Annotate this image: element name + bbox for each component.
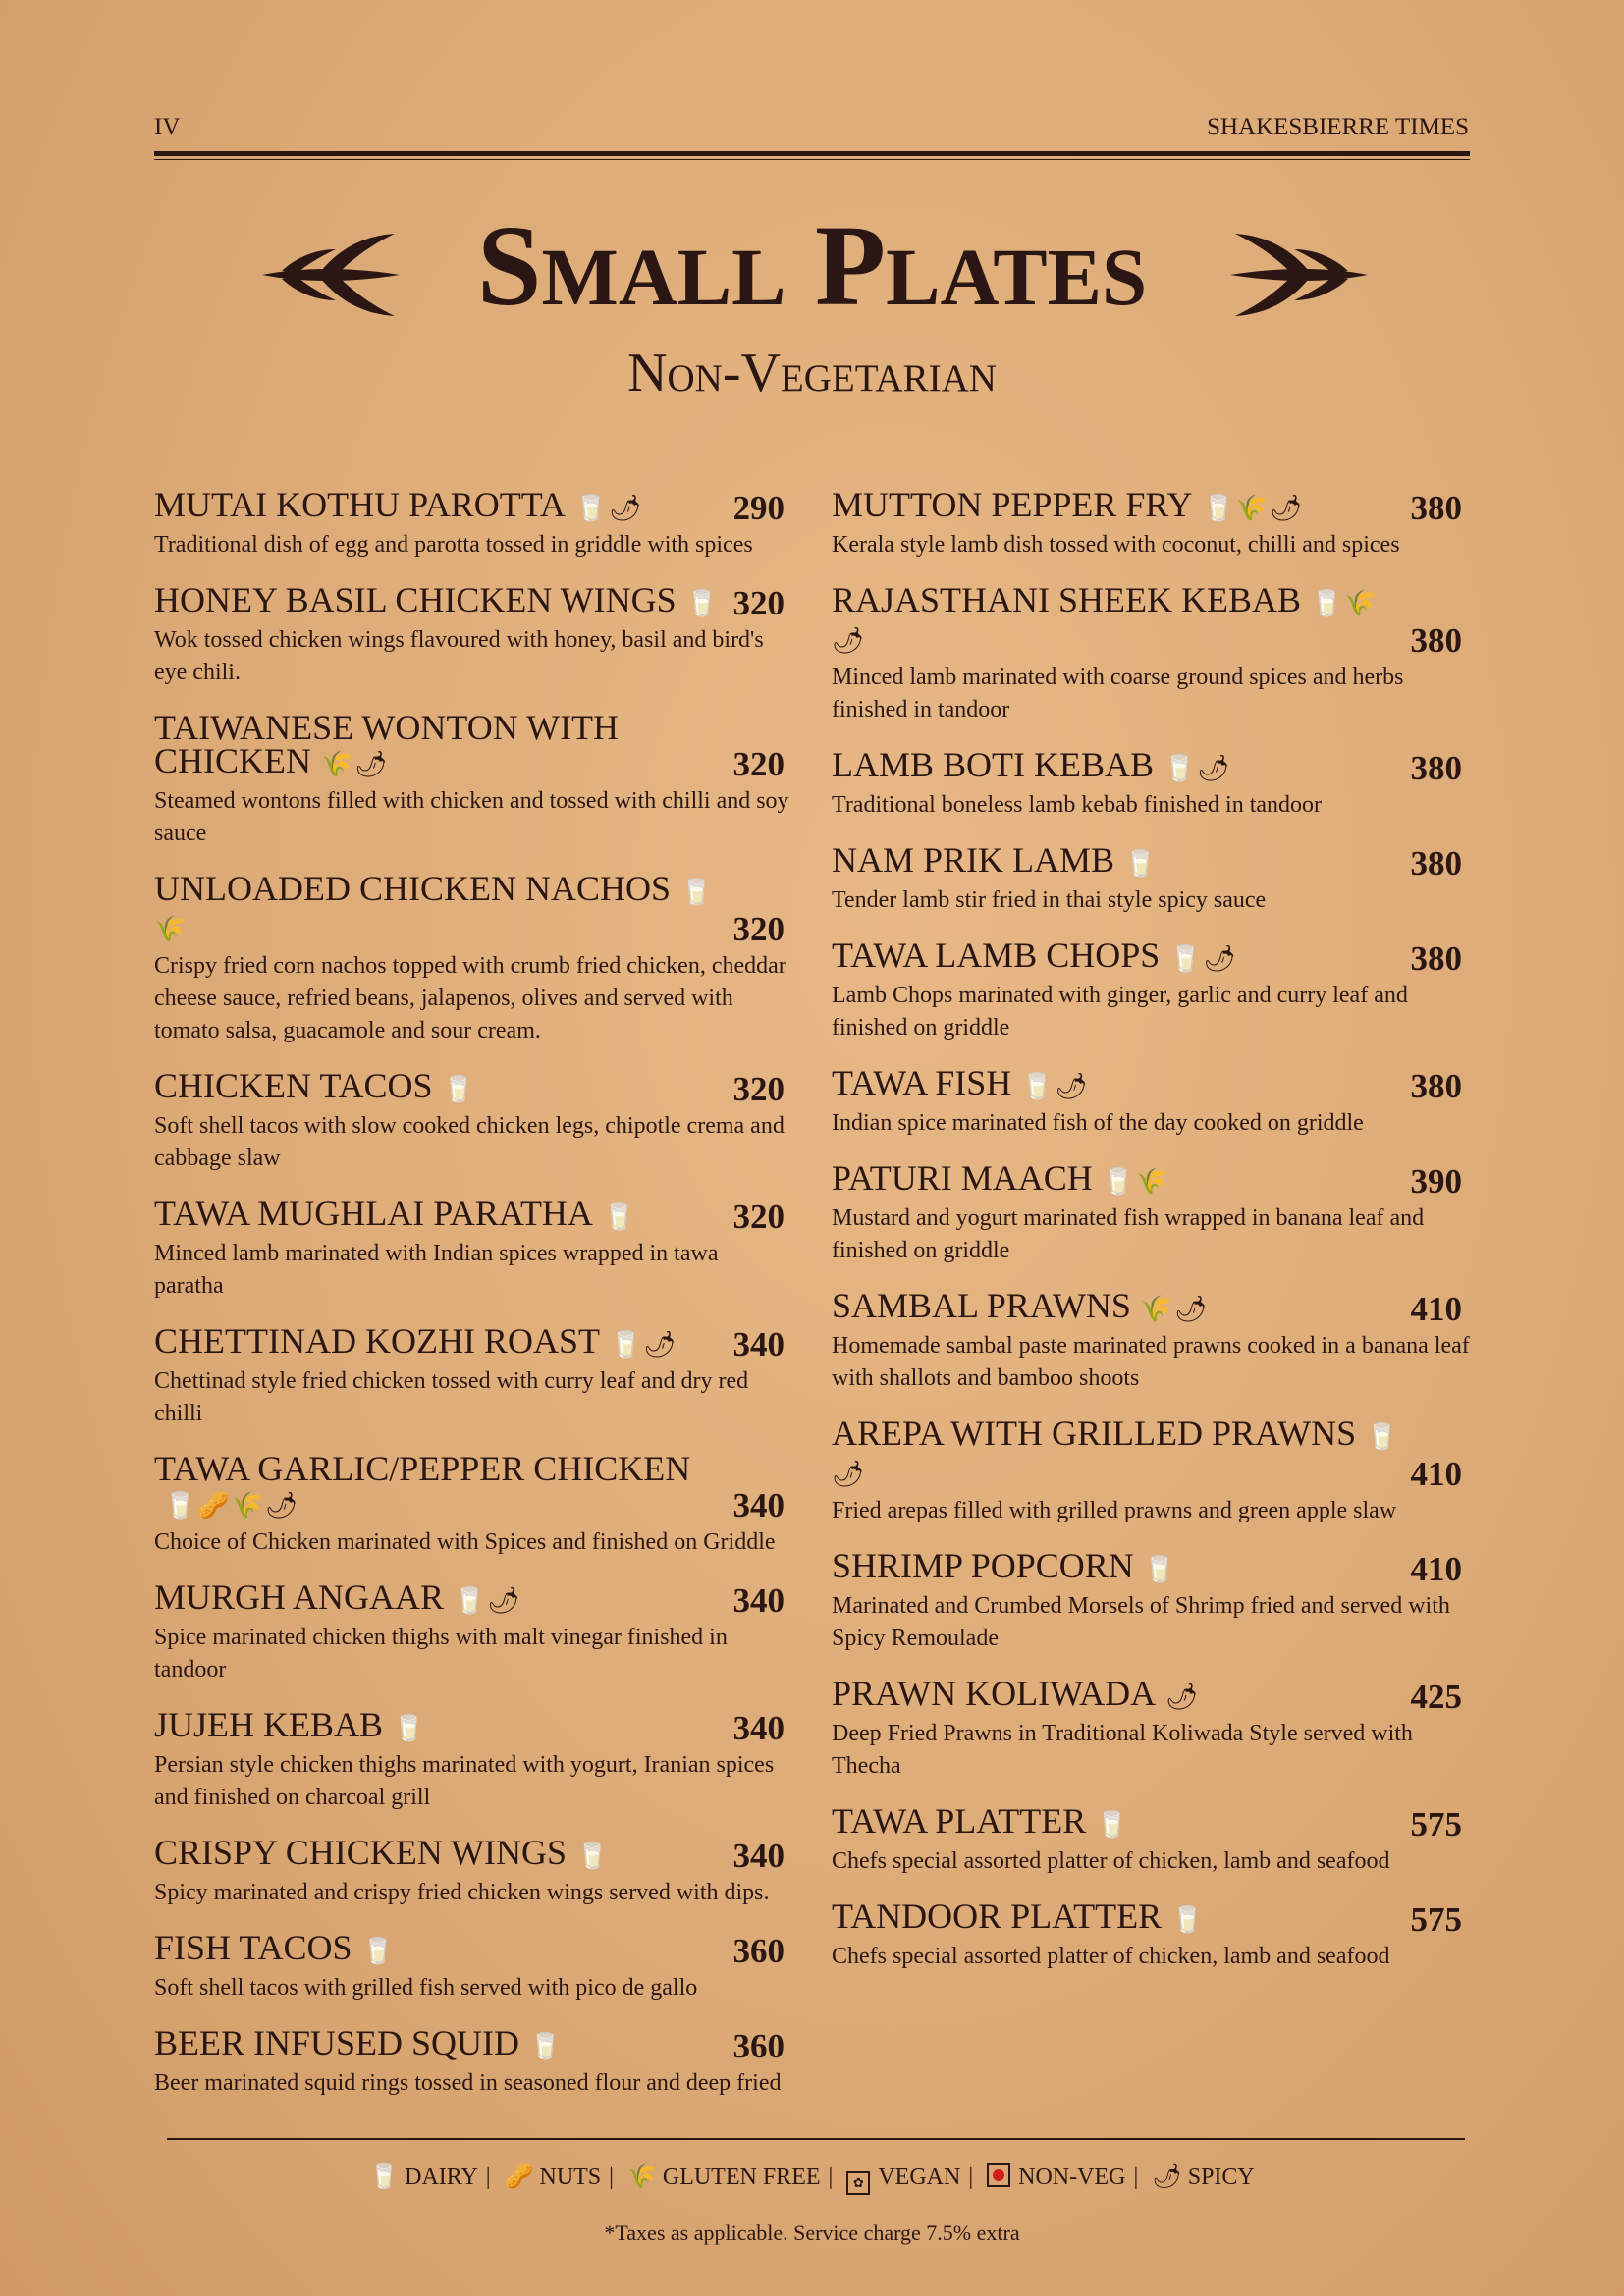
- menu-item: [832, 840, 1470, 917]
- menu-item-description: Mustard and yogurt marinated fish wrapped in banana leaf and finished on griddle: [832, 1205, 1425, 1263]
- menu-item-name: TAWA LAMB CHOPS: [832, 935, 1161, 975]
- page-title: Small Plates: [476, 201, 1148, 330]
- menu-item-description: Minced lamb marinated with coarse ground spices and herbs finished in tandoor: [832, 665, 1404, 722]
- menu-item-price: 410: [1410, 1290, 1462, 1328]
- menu-item-price: 340: [732, 1709, 785, 1747]
- menu-item-description: Traditional boneless lamb kebab finished in tandoor: [832, 792, 1323, 818]
- menu-item-name: CHICKEN TACOS: [154, 1066, 433, 1105]
- dietary-icons: 🥛🌶: [1021, 1072, 1090, 1100]
- dietary-icons: 🥛: [393, 1714, 427, 1742]
- menu-item-price: 360: [732, 1932, 785, 1970]
- menu-item-header: [832, 840, 1470, 882]
- menu-item-price: 380: [1410, 939, 1462, 978]
- menu-item: [154, 1066, 792, 1175]
- menu-item-name: TAWA PLATTER: [832, 1801, 1087, 1841]
- menu-item-price: 575: [1410, 1805, 1462, 1843]
- menu-item-description: Spicy marinated and crispy fried chicken wings served with dips.: [154, 1880, 770, 1905]
- menu-item-title: [154, 1194, 637, 1234]
- dietary-icons: 🥛🌾🌶: [832, 589, 1379, 655]
- menu-item-title: [154, 1449, 733, 1522]
- menu-item-name: BEER INFUSED SQUID: [154, 2023, 520, 2062]
- menu-item-name: TAWA MUGHLAI PARATHA: [154, 1194, 593, 1233]
- dietary-icons: 🌾🌶: [1140, 1295, 1210, 1323]
- menu-item-price: 380: [1410, 489, 1462, 527]
- menu-item-name: CHETTINAD KOZHI ROAST: [154, 1321, 600, 1361]
- menu-item: [832, 580, 1470, 726]
- menu-item-header: [154, 1928, 792, 1970]
- menu-item-name: HONEY BASIL CHICKEN WINGS: [154, 580, 677, 619]
- menu-item: [832, 1801, 1470, 1878]
- dietary-icons: 🥛🌾🌶: [1202, 494, 1305, 522]
- menu-item-price: 340: [732, 1486, 785, 1524]
- menu-item-description: Spice marinated chicken thighs with malt vinegar finished in tandoor: [154, 1625, 728, 1682]
- dietary-icons: 🥛🌶: [832, 1422, 1400, 1488]
- menu-item-description: Wok tossed chicken wings flavoured with honey, basil and bird's eye chili.: [154, 627, 764, 685]
- footer-rule: [167, 2138, 1465, 2140]
- menu-item: [832, 1158, 1470, 1267]
- legend-spicy: SPICY: [1187, 2164, 1255, 2190]
- menu-item-price: 410: [1410, 1550, 1462, 1588]
- menu-item-title: [832, 1674, 1201, 1714]
- menu-item-description: Lamb Chops marinated with ginger, garlic and curry leaf and finished on griddle: [832, 983, 1408, 1041]
- menu-item-name: TAWA GARLIC/PEPPER CHICKEN: [154, 1449, 691, 1488]
- menu-item-name: PATURI MAACH: [832, 1158, 1093, 1198]
- menu-item-title: [154, 708, 733, 781]
- menu-item: [154, 869, 792, 1047]
- menu-item-name: MUTTON PEPPER FRY: [832, 485, 1193, 524]
- menu-item: [154, 1705, 792, 1814]
- menu-column-left: [154, 485, 792, 2121]
- menu-item-title: [832, 1896, 1206, 1937]
- menu-item-header: [832, 1416, 1470, 1491]
- menu-item-name: SAMBAL PRAWNS: [832, 1286, 1131, 1325]
- dietary-icons: 🥛: [1171, 1905, 1206, 1934]
- menu-item-title: [154, 1066, 476, 1106]
- menu-item-name: TANDOOR PLATTER: [832, 1896, 1163, 1936]
- dietary-icons: 🥛🥜🌾🌶: [164, 1491, 300, 1520]
- menu-item-header: [154, 1194, 792, 1236]
- menu-item-header: [154, 2023, 792, 2065]
- menu-item-name: LAMB BOTI KEBAB: [832, 745, 1155, 784]
- menu-item-price: 380: [1410, 621, 1462, 660]
- menu-item-header: [832, 935, 1470, 978]
- menu-item-name: SHRIMP POPCORN: [832, 1546, 1134, 1585]
- menu-item: [154, 1449, 792, 1559]
- dietary-icons: 🥛🌶: [574, 494, 644, 522]
- menu-item-title: [154, 1705, 427, 1745]
- menu-item-description: Chefs special assorted platter of chicken, lamb and seafood: [832, 1944, 1390, 1969]
- dietary-icons: 🥛: [1143, 1555, 1178, 1583]
- menu-item-title: [832, 1416, 1411, 1491]
- menu-item-name: RAJASTHANI SHEEK KEBAB: [832, 580, 1302, 619]
- dairy-icon: 🥛: [369, 2164, 400, 2190]
- header-rule: [154, 151, 1470, 156]
- menu-item-price: 320: [732, 745, 785, 783]
- header-rule-thin: [154, 159, 1470, 160]
- menu-item-price: 425: [1410, 1678, 1462, 1716]
- dietary-icons: 🥛🌾: [1102, 1167, 1170, 1196]
- menu-item-description: Chefs special assorted platter of chicken, lamb and seafood: [832, 1848, 1390, 1874]
- dietary-icons: 🥛🌶: [609, 1330, 678, 1359]
- menu-item-description: Minced lamb marinated with Indian spices wrapped in tawa paratha: [154, 1241, 719, 1299]
- menu-item-description: Choice of Chicken marinated with Spices and finished on Griddle: [154, 1529, 776, 1555]
- menu-item: [154, 1928, 792, 2004]
- menu-item-price: 575: [1410, 1900, 1462, 1939]
- menu-item-price: 340: [732, 1581, 785, 1620]
- menu-item-description: Traditional dish of egg and parotta tossed in griddle with spices: [154, 532, 753, 558]
- menu-item: [832, 1063, 1470, 1140]
- gluten-free-icon: 🌾: [626, 2164, 657, 2190]
- menu-item-price: 320: [732, 910, 785, 948]
- menu-item-name: UNLOADED CHICKEN NACHOS: [154, 869, 671, 908]
- menu-item-description: Kerala style lamb dish tossed with coconut, chilli and spices: [832, 532, 1400, 558]
- menu-item: [154, 485, 792, 561]
- menu-item-title: [832, 580, 1411, 658]
- menu-item-price: 380: [1410, 1067, 1462, 1105]
- menu-item-header: [154, 1066, 792, 1108]
- menu-item: [832, 485, 1470, 561]
- menu-item-name: FISH TACOS: [154, 1928, 352, 1967]
- menu-item-title: [154, 1577, 522, 1618]
- menu-item-title: [832, 1801, 1130, 1842]
- menu-item: [154, 1577, 792, 1686]
- vegan-icon: ✿: [846, 2171, 870, 2195]
- menu-item-price: 320: [732, 1070, 785, 1108]
- menu-item: [154, 708, 792, 850]
- menu-item-header: [832, 1674, 1470, 1716]
- menu-item-description: Soft shell tacos with slow cooked chicken legs, chipotle crema and cabbage slaw: [154, 1113, 785, 1171]
- menu-item: [154, 1321, 792, 1430]
- menu-item: [832, 1286, 1470, 1395]
- menu-item-name: JUJEH KEBAB: [154, 1705, 384, 1744]
- menu-item-price: 360: [732, 2027, 785, 2065]
- menu-item-description: Indian spice marinated fish of the day cooked on griddle: [832, 1110, 1364, 1136]
- menu-item-title: [154, 1321, 678, 1362]
- legend-vegan: VEGAN: [878, 2164, 961, 2190]
- dietary-icons: 🌶: [1165, 1682, 1201, 1711]
- menu-item-header: [832, 1896, 1470, 1939]
- menu-item-header: [154, 485, 792, 527]
- menu-item-header: [154, 1321, 792, 1363]
- menu-item-title: [154, 869, 733, 946]
- menu-item-name: AREPA WITH GRILLED PRAWNS: [832, 1414, 1357, 1453]
- tax-footnote: *Taxes as applicable. Service charge 7.5% extra: [604, 2220, 1020, 2245]
- non-veg-icon: [987, 2163, 1010, 2187]
- menu-item-name: TAIWANESE WONTON WITH CHICKEN: [154, 708, 620, 780]
- menu-item-title: [832, 745, 1232, 785]
- menu-item-name: CRISPY CHICKEN WINGS: [154, 1833, 568, 1872]
- dietary-icons: 🥛: [1096, 1810, 1130, 1839]
- menu-item-header: [154, 1705, 792, 1747]
- page-subtitle: Non-Vegetarian: [627, 343, 997, 403]
- dietary-icons: 🥛: [442, 1075, 476, 1103]
- spicy-icon: 🌶: [1152, 2164, 1182, 2190]
- menu-item: [832, 1546, 1470, 1655]
- menu-item: [832, 1896, 1470, 1973]
- menu-item-name: MURGH ANGAAR: [154, 1577, 445, 1617]
- menu-item-header: [832, 1801, 1470, 1843]
- dietary-icons: 🌾🌶: [321, 750, 390, 778]
- menu-item-title: [154, 1833, 611, 1873]
- menu-item-description: Marinated and Crumbed Morsels of Shrimp fried and served with Spicy Remoulade: [832, 1593, 1450, 1651]
- dietary-icons: 🥛: [1124, 849, 1159, 878]
- menu-item-price: 340: [732, 1325, 785, 1363]
- menu-item-name: TAWA FISH: [832, 1063, 1012, 1102]
- menu-item: [832, 1674, 1470, 1783]
- menu-item-title: [154, 2023, 564, 2063]
- menu-item: [154, 1833, 792, 1909]
- menu-item-price: 380: [1410, 749, 1462, 787]
- menu-item-header: [832, 1063, 1470, 1105]
- menu-item-header: [832, 485, 1470, 527]
- menu-item-description: Soft shell tacos with grilled fish served with pico de gallo: [154, 1975, 698, 2001]
- menu-item-description: Tender lamb stir fried in thai style spicy sauce: [832, 887, 1267, 913]
- menu-item-header: [832, 580, 1470, 660]
- menu-item: [154, 1194, 792, 1303]
- menu-item: [832, 745, 1470, 822]
- menu-item-header: [154, 1449, 792, 1524]
- menu-item: [154, 580, 792, 689]
- menu-item-title: [154, 580, 721, 620]
- menu-item-name: MUTAI KOTHU PAROTTA: [154, 485, 566, 524]
- menu-item-price: 320: [732, 1198, 785, 1236]
- dietary-icons: 🥛🌶: [454, 1586, 522, 1615]
- menu-item-title: [832, 485, 1305, 525]
- menu-item-description: Persian style chicken thighs marinated with yogurt, Iranian spices and finished on charcoal grill: [154, 1752, 775, 1810]
- dietary-icons: 🥛🌾: [154, 878, 715, 943]
- menu-item-title: [832, 1063, 1090, 1103]
- menu-item-price: 410: [1410, 1455, 1462, 1493]
- menu-item-header: [154, 708, 792, 783]
- legend-gluten-free: GLUTEN FREE: [662, 2164, 821, 2190]
- menu-item-header: [832, 1286, 1470, 1328]
- dietary-icons: 🥛: [602, 1202, 637, 1231]
- menu-item-title: [832, 1546, 1178, 1586]
- page-number: IV: [154, 114, 181, 140]
- dietary-icons: 🥛: [361, 1937, 396, 1965]
- menu-item-title: [832, 1286, 1210, 1326]
- publication-name: SHAKESBIERRE TIMES: [1207, 114, 1469, 140]
- menu-item-name: NAM PRIK LAMB: [832, 840, 1115, 880]
- menu-item-title: [832, 840, 1159, 881]
- menu-item-description: Fried arepas filled with grilled prawns and green apple slaw: [832, 1498, 1397, 1523]
- menu-column-right: [832, 485, 1470, 1995]
- menu-item-header: [154, 1833, 792, 1875]
- menu-item-description: Homemade sambal paste marinated prawns cooked in a banana leaf with shallots and bamboo shoots: [832, 1333, 1470, 1391]
- legend-non-veg: NON-VEG: [1018, 2164, 1126, 2190]
- menu-item-description: Steamed wontons filled with chicken and tossed with chilli and soy sauce: [154, 788, 789, 846]
- menu-item-price: 290: [732, 489, 785, 527]
- menu-item: [832, 935, 1470, 1044]
- menu-item-description: Deep Fried Prawns in Traditional Koliwada Style served with Thecha: [832, 1721, 1413, 1779]
- menu-item-title: [154, 1928, 396, 1968]
- menu-item-price: 390: [1410, 1162, 1462, 1201]
- menu-item-description: Chettinad style fried chicken tossed with curry leaf and dry red chilli: [154, 1368, 749, 1426]
- dietary-icons: 🥛🌶: [1169, 944, 1238, 973]
- flourish-right-icon: [1230, 228, 1368, 322]
- menu-item: [154, 2023, 792, 2100]
- legend-dairy: DAIRY: [405, 2164, 478, 2190]
- dietary-icons: 🥛: [576, 1842, 611, 1870]
- menu-item-header: [154, 580, 792, 622]
- dietary-icons: 🥛: [685, 589, 721, 617]
- menu-item-title: [832, 1158, 1170, 1199]
- menu-item-price: 320: [732, 584, 785, 622]
- dietary-icons: 🥛🌶: [1164, 754, 1232, 782]
- menu-item-header: [832, 1158, 1470, 1201]
- dietary-legend: 🥛 DAIRY | 🥜 NUTS | 🌾 GLUTEN FREE | ✿ VEGAN | NON-VEG | 🌶 SPICY: [0, 2163, 1624, 2195]
- menu-item-description: Crispy fried corn nachos topped with crumb fried chicken, cheddar cheese sauce, refried beans, jalapenos, olives and served with tomato salsa, guacamole and sour cream.: [154, 953, 786, 1043]
- menu-item-name: PRAWN KOLIWADA: [832, 1674, 1157, 1713]
- menu-item-price: 340: [732, 1837, 785, 1875]
- menu-item-header: [832, 1546, 1470, 1588]
- nuts-icon: 🥜: [504, 2164, 534, 2190]
- menu-item-header: [832, 745, 1470, 787]
- menu-item: [832, 1416, 1470, 1527]
- menu-item-title: [832, 935, 1238, 976]
- dietary-icons: 🥛: [529, 2032, 564, 2060]
- menu-item-price: 380: [1410, 844, 1462, 882]
- menu-item-header: [154, 869, 792, 948]
- menu-item-header: [154, 1577, 792, 1620]
- menu-item-title: [154, 485, 644, 525]
- menu-item-description: Beer marinated squid rings tossed in seasoned flour and deep fried: [154, 2070, 782, 2096]
- legend-nuts: NUTS: [539, 2164, 602, 2190]
